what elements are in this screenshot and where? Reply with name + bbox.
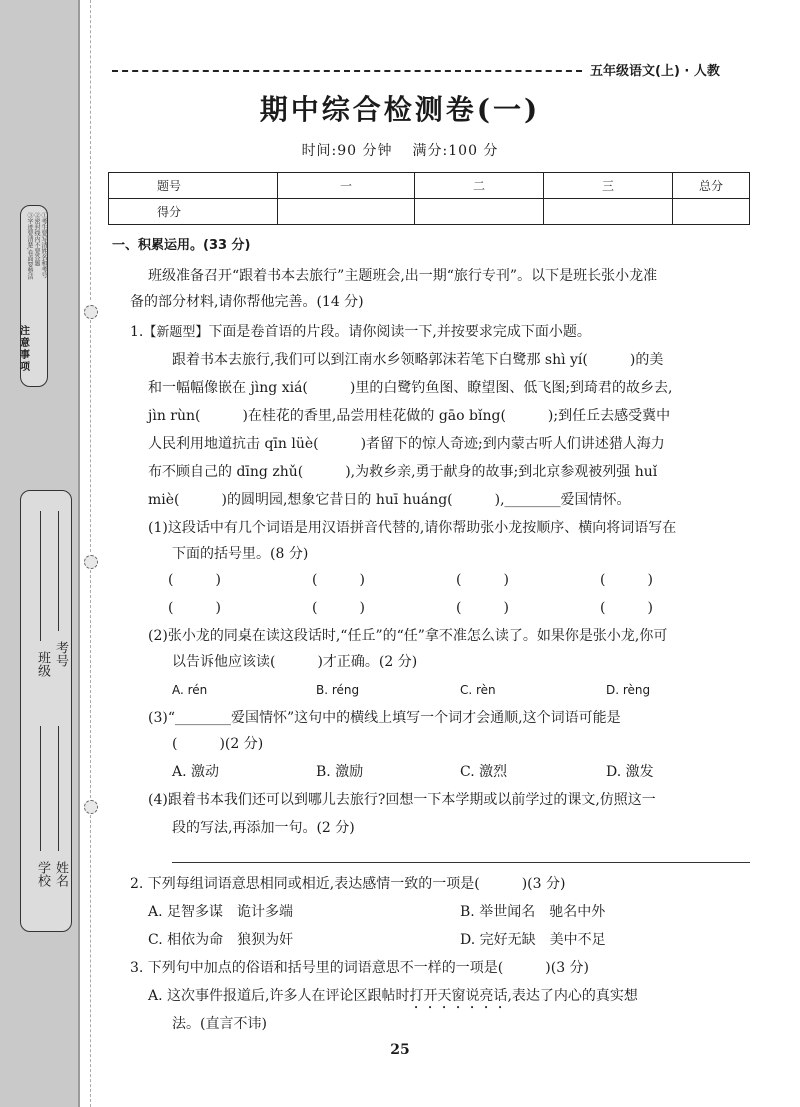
score-cell-1[interactable] <box>278 199 415 225</box>
sub4-line-2: 段的写法,再添加一句。(2 分) <box>172 820 355 836</box>
sub3-line-2: ( )(2 分) <box>172 736 264 752</box>
punch-hole-1 <box>84 305 98 319</box>
q2-option-c[interactable]: C. 相依为命 狼狈为奸 <box>148 932 294 948</box>
answer-blank-8[interactable]: ( ) <box>600 600 653 616</box>
sub3-option-b[interactable]: B. 激励 <box>316 764 364 780</box>
notice-title: 注意事项 <box>20 326 30 373</box>
binding-strip <box>0 0 80 1107</box>
sub3-option-c[interactable]: C. 激烈 <box>460 764 508 780</box>
sub2-line-1: (2)张小龙的同桌在读这段话时,“任丘”的“任”拿不准怎么读了。如果你是张小龙,你可 <box>148 628 668 644</box>
q1-number: 1. <box>130 324 144 340</box>
answer-blank-5[interactable]: ( ) <box>168 600 221 616</box>
answer-blank-3[interactable]: ( ) <box>456 572 509 588</box>
q2-option-d[interactable]: D. 完好无缺 美中不足 <box>460 932 606 948</box>
sub2-option-d[interactable]: D. rèng <box>606 683 651 697</box>
score-table <box>108 172 750 225</box>
answer-blank-7[interactable]: ( ) <box>456 600 509 616</box>
q3-a-text-before: A. 这次事件报道后,许多人在评论区跟帖时 <box>148 988 410 1004</box>
score-cell-2[interactable] <box>415 199 544 225</box>
header-cell-1: 一 <box>278 173 415 199</box>
cut-line-4 <box>90 815 91 1107</box>
school-label: 学校 <box>35 861 50 887</box>
header-cell-3: 三 <box>544 173 673 199</box>
answer-blank-6[interactable]: ( ) <box>312 600 365 616</box>
punch-hole-3 <box>84 800 98 814</box>
sub3-line-1: (3)“________爱国情怀”这句中的横线上填写一个词才会通顺,这个词语可能是 <box>148 710 621 726</box>
passage-line-1: 跟着书本去旅行,我们可以到江南水乡领略郭沫若笔下白鹭那 shì yí( )的美 <box>172 352 664 368</box>
score-cell-total[interactable] <box>673 199 750 225</box>
section-heading: 一、积累运用。(33 分) <box>112 238 251 253</box>
strip-edge <box>78 0 80 1107</box>
sub2-line-2: 以告诉他应该读( )才正确。(2 分) <box>172 654 418 670</box>
sub4-answer-line[interactable] <box>172 862 750 863</box>
page-title: 期中综合检测卷(一) <box>259 93 541 126</box>
row-label-score: 得分 <box>109 199 278 225</box>
passage-line-6: miè( )的圆明园,想象它昔日的 huī huáng( ),________爱国情怀。 <box>148 492 631 508</box>
sub2-option-c[interactable]: C. rèn <box>460 683 496 697</box>
cut-line-2 <box>90 320 91 552</box>
time-label: 时间:90 分钟 <box>301 143 393 159</box>
exam-number-line <box>58 511 59 631</box>
score-table-header-row <box>109 173 750 199</box>
class-label: 班级 <box>35 651 50 677</box>
notice-line-2: ②密封线内不要答题 <box>33 212 40 266</box>
header-cell-2: 二 <box>415 173 544 199</box>
q3-a-text-after: ,表达了内心的真实想 <box>507 988 638 1004</box>
header-dashed-line <box>112 70 582 72</box>
q2-option-a[interactable]: A. 足智多谋 诡计多端 <box>148 904 294 920</box>
answer-blank-1[interactable]: ( ) <box>168 572 221 588</box>
student-info-box <box>20 490 72 932</box>
sub2-option-a[interactable]: A. rén <box>172 683 208 697</box>
q1-tag: 【新题型】 <box>143 325 209 340</box>
header-cell-number: 题号 <box>109 173 278 199</box>
q3-option-a-line-1[interactable] <box>148 986 638 1012</box>
intro-line-1: 班级准备召开“跟着书本去旅行”主题班会,出一期“旅行专刊”。以下是班长张小龙准 <box>148 268 658 284</box>
page-number: 25 <box>390 1042 410 1058</box>
sub3-option-a[interactable]: A. 激动 <box>172 764 220 780</box>
q1-stem-text: 下面是卷首语的片段。请你阅读一下,并按要求完成下面小题。 <box>208 324 591 340</box>
notice-line-1: ①考生要写清姓名和考号 <box>40 212 47 278</box>
intro-line-2: 备的部分材料,请你帮他完善。(14 分) <box>130 294 364 310</box>
punch-hole-2 <box>84 555 98 569</box>
cut-line-3 <box>90 570 91 798</box>
sub4-line-1: (4)跟着书本我们还可以到哪儿去旅行?回想一下本学期或以前学过的课文,仿照这一 <box>148 792 656 808</box>
answer-blank-2[interactable]: ( ) <box>312 572 365 588</box>
passage-line-5: 布不顾自己的 dīng zhǔ( ),为救乡亲,勇于献身的故事;到北京参观被列强 huǐ <box>148 464 658 480</box>
sub2-option-b[interactable]: B. réng <box>316 683 360 697</box>
q3-option-a-line-2: 法。(直言不讳) <box>172 1016 267 1032</box>
passage-line-3: jìn rùn( )在桂花的香里,品尝用桂花做的 gāo bǐng( );到任丘去感受冀中 <box>148 408 671 424</box>
q3-stem: 3. 下列句中加点的俗语和括号里的词语意思不一样的一项是( )(3 分) <box>130 960 590 976</box>
school-line <box>40 726 41 851</box>
score-table-score-row <box>109 199 750 225</box>
q2-option-b[interactable]: B. 举世闻名 驰名中外 <box>460 904 606 920</box>
sub3-option-d[interactable]: D. 激发 <box>606 764 654 780</box>
passage-line-4: 人民利用地道抗击 qīn lüè( )者留下的惊人奇迹;到内蒙古听人们讲述猎人海力 <box>148 436 665 452</box>
sub1-line-2: 下面的括号里。(8 分) <box>172 546 309 562</box>
score-label: 满分:100 分 <box>412 143 499 159</box>
sub1-line-1: (1)这段话中有几个词语是用汉语拼音代替的,请你帮助张小龙按顺序、横向将词语写在 <box>148 520 677 536</box>
notice-box <box>20 205 48 387</box>
edition-label: 五年级语文(上) · 人教 <box>590 64 720 79</box>
notice-line-3: ③字迹要清楚,卷面要整洁 <box>26 212 33 280</box>
q2-stem: 2. 下列每组词语意思相同或相近,表达感情一致的一项是( )(3 分) <box>130 876 566 892</box>
name-label: 姓名 <box>53 861 68 887</box>
score-cell-3[interactable] <box>544 199 673 225</box>
passage-line-2: 和一幅幅像嵌在 jìng xiá( )里的白鹭钓鱼图、瞭望图、低飞图;到琦君的故乡去, <box>148 380 673 396</box>
answer-blank-4[interactable]: ( ) <box>600 572 653 588</box>
class-line <box>40 511 41 641</box>
name-line <box>58 726 59 851</box>
exam-number-label: 考号 <box>53 641 68 667</box>
exam-info <box>0 140 800 160</box>
q3-a-dotted-phrase: 打开天窗说亮话 <box>409 988 508 1004</box>
q1-stem <box>130 322 591 343</box>
header-cell-total: 总分 <box>673 173 750 199</box>
